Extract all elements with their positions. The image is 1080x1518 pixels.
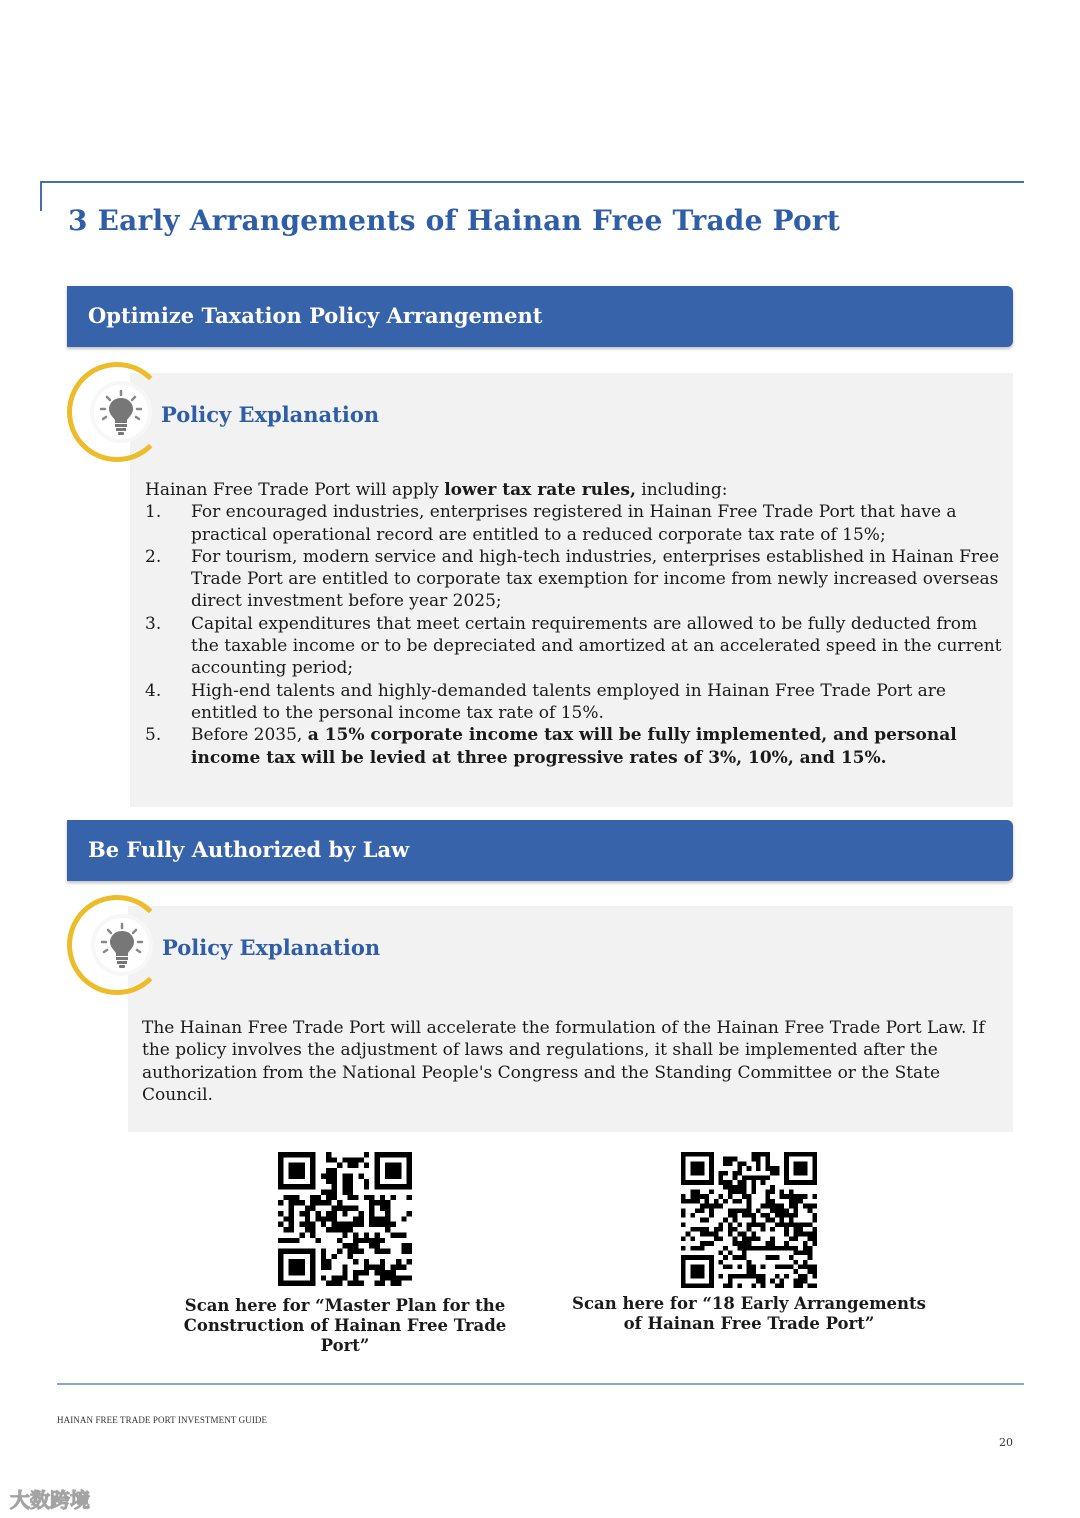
list-item: 5. Before 2035, a 15% corporate income tax will be fully implemented, and personal income tax will be levied at three progressive rates of 3%, 10%, and 15%. bbox=[145, 725, 957, 768]
list-item: 4. High-end talents and highly-demanded talents employed in Hainan Free Trade Port are entitled to the personal income tax rate of 15%. bbox=[145, 680, 946, 723]
taxation-policy-text bbox=[145, 479, 1005, 769]
panel-heading: Policy Explanation bbox=[162, 935, 381, 960]
lightbulb-icon bbox=[94, 385, 148, 439]
qr-caption: Scan here for “18 Early Arrangements of Hainan Free Trade Port” bbox=[572, 1294, 926, 1333]
qr-code-icon[interactable] bbox=[681, 1152, 817, 1288]
section-header-taxation bbox=[67, 286, 1013, 347]
qr-code-icon[interactable] bbox=[278, 1152, 412, 1286]
header-rule-tick bbox=[40, 181, 42, 211]
section-header-law bbox=[67, 820, 1013, 881]
policy-list bbox=[145, 501, 1005, 769]
watermark-logo: 大数跨境 bbox=[10, 1488, 90, 1512]
qr-block-early-arrangements bbox=[568, 1152, 930, 1334]
panel-heading: Policy Explanation bbox=[161, 402, 380, 427]
page-number: 20 bbox=[999, 1436, 1013, 1449]
list-item: 3. Capital expenditures that meet certain requirements are allowed to be fully deducted from the taxable income or to be depreciated and amortized at an accelerated speed in the current accounting period; bbox=[145, 613, 1002, 679]
header-rule bbox=[40, 181, 1024, 183]
section-heading: Be Fully Authorized by Law bbox=[88, 837, 410, 862]
qr-block-master-plan bbox=[160, 1152, 530, 1356]
section-heading: Optimize Taxation Policy Arrangement bbox=[88, 303, 543, 328]
list-item: 1. For encouraged industries, enterprises registered in Hainan Free Trade Port that have a practical operational record are entitled to a reduced corporate tax rate of 15%; bbox=[145, 502, 957, 545]
intro-paragraph: Hainan Free Trade Port will apply lower tax rate rules, including: bbox=[145, 480, 728, 500]
law-policy-paragraph: The Hainan Free Trade Port will accelerate the formulation of the Hainan Free Trade Port Law. If the policy involves the adjustment of laws and regulations, it shall be implemented after the authorization from the National People's Congress and the Standing Committee or the State Council. bbox=[142, 1018, 985, 1105]
lightbulb-icon bbox=[95, 918, 149, 972]
qr-caption: Scan here for “Master Plan for the Construction of Hainan Free Trade Port” bbox=[183, 1296, 507, 1355]
page-title: 3 Early Arrangements of Hainan Free Trade Port bbox=[68, 204, 841, 237]
list-item: 2. For tourism, modern service and high-tech industries, enterprises established in Hainan Free Trade Port are entitled to corporate tax exemption for income from newly increased overseas direct investment before year 2025; bbox=[145, 546, 1000, 612]
footer-label: HAINAN FREE TRADE PORT INVESTMENT GUIDE bbox=[57, 1415, 268, 1425]
footer-rule bbox=[57, 1383, 1024, 1385]
